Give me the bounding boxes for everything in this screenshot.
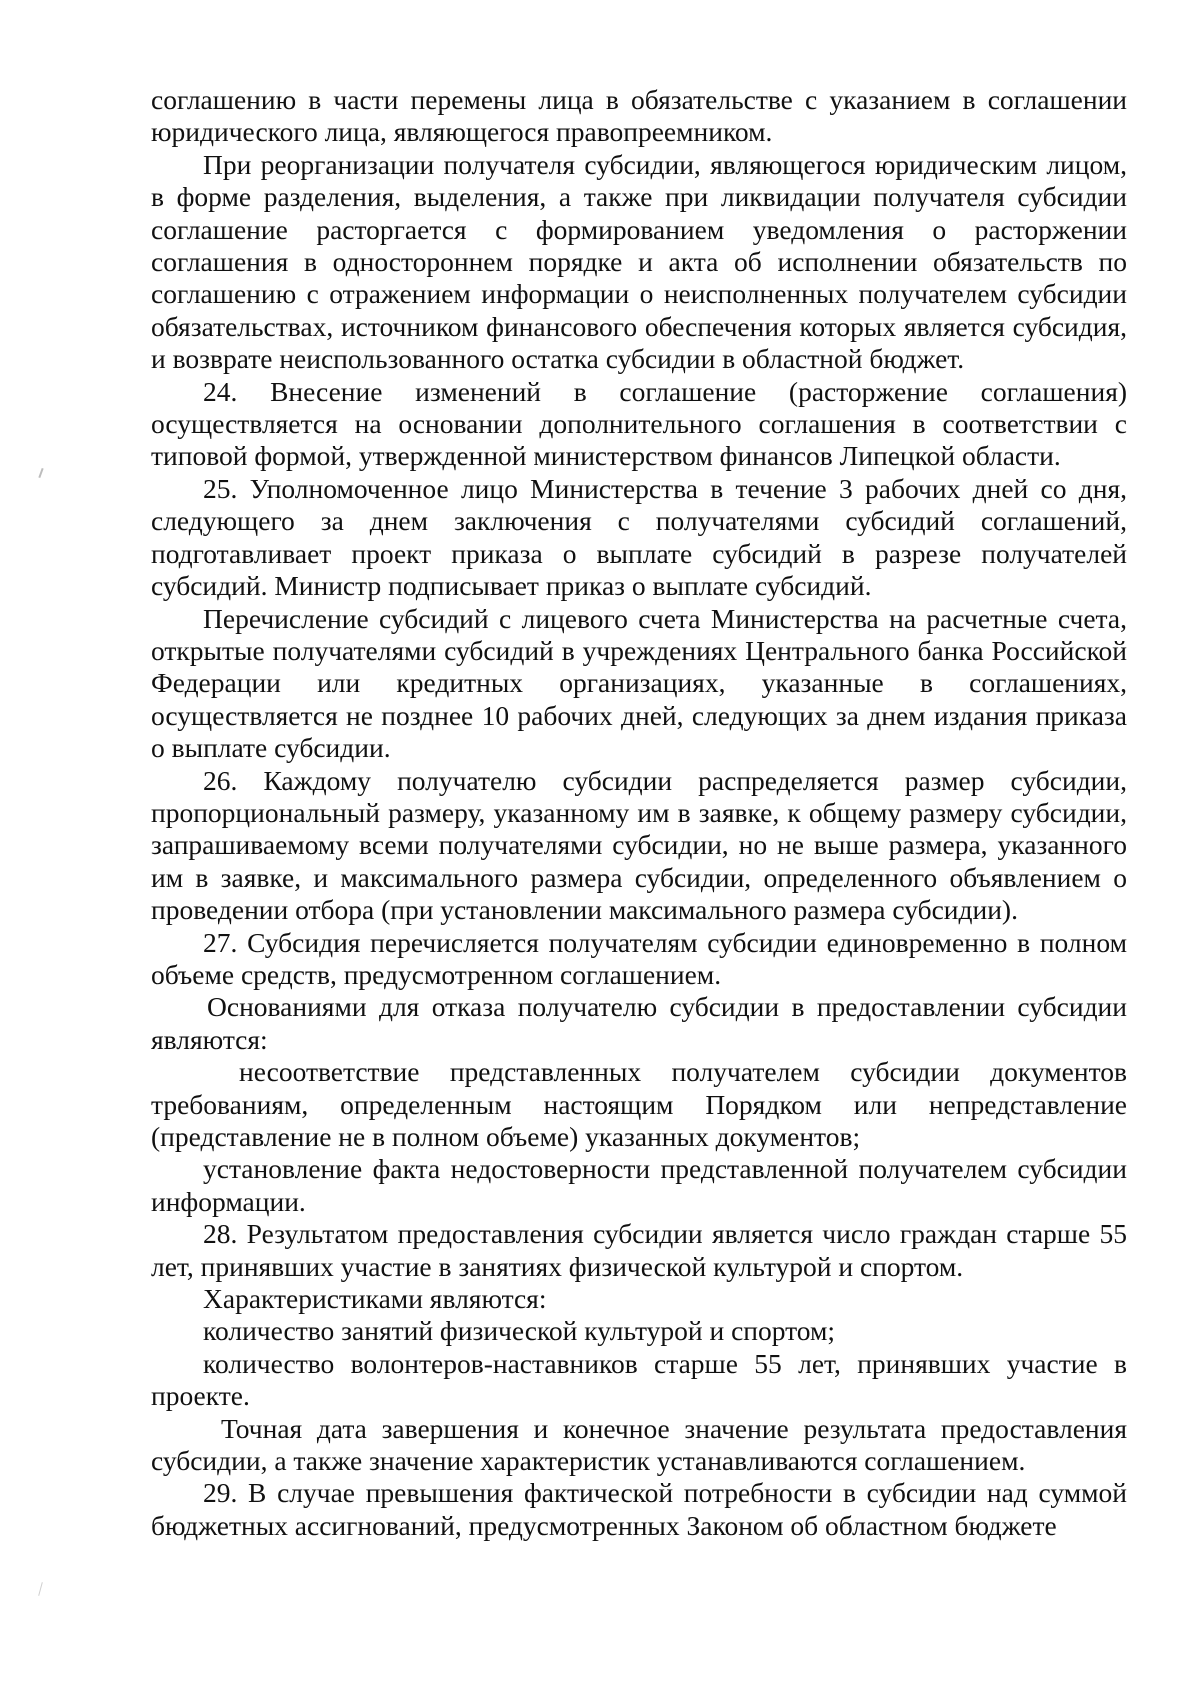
paragraph-item-29: 29. В случае превышения фактической потребности в субсидии над суммой бюджетных ассигнований, предусмотренных Законом об областном бюджете [151,1477,1127,1541]
paragraph-item-25: 25. Уполномоченное лицо Министерства в течение 3 рабочих дней со дня, следующего за днем заключения с получателями субсидий соглашений, подготавливает проект приказа о выплате субсидий в разрезе получателей субсидий. Министр подписывает приказ о выплате субсидий. [151,472,1127,602]
paragraph-item-24: 24. Внесение изменений в соглашение (расторжение соглашения) осуществляется на основании дополнительного соглашения в соответствии с типовой формой, утвержденной министерством финансов Липецкой области. [151,375,1127,472]
paragraph-characteristic-2: количество волонтеров-наставников старше 55 лет, принявших участие в проекте. [151,1347,1127,1412]
paragraph-item-26: 26. Каждому получателю субсидии распределяется размер субсидии, пропорциональный размеру, указанному им в заявке, к общему размеру субсидии, запрашиваемому всеми получателями субсидии, но не выше размера, указанного им в заявке, и максимального размера субсидии, определенного объявлением о проведении отбора (при установлении максимального размера субсидии). [151,764,1127,926]
paragraph-characteristics: Характеристиками являются: [203,1283,547,1315]
scan-margin-mark [38,1582,43,1596]
paragraph-item-27: 27. Субсидия перечисляется получателям субсидии единовременно в полном объеме средств, предусмотренном соглашением. [151,926,1127,990]
scan-margin-mark [38,468,43,478]
paragraph-refusal-reason-2: установление факта недостоверности представленной получателем субсидии информации. [151,1153,1127,1217]
paragraph-continuation: соглашению в части перемены лица в обязательстве с указанием в соглашении юридического лица, являющегося правопреемником. [151,84,1127,148]
paragraph-completion-date: Точная дата завершения и конечное значение результата предоставления субсидии, а также значение характеристик устанавливаются соглашением. [151,1412,1127,1477]
paragraph-item-28: 28. Результатом предоставления субсидии является число граждан старше 55 лет, принявших участие в занятиях физической культурой и спортом. [151,1218,1127,1282]
paragraph-characteristic-1: количество занятий физической культурой и спортом; [203,1315,836,1347]
paragraph-refusal-reason-1: несоответствие представленных получателем субсидии документов требованиям, определенным настоящим Порядком или непредставление (представление не в полном объеме) указанных документов; [151,1056,1127,1152]
paragraph-transfer: Перечисление субсидий с лицевого счета Министерства на расчетные счета, открытые получателями субсидий в учреждениях Центрального банка Российской Федерации или кредитных организациях, указанные в соглашениях, осуществляется не позднее 10 рабочих дней, следующих за днем издания приказа о выплате субсидии. [151,602,1127,764]
paragraph-refusal-grounds: Основаниями для отказа получателю субсидии в предоставлении субсидии являются: [151,991,1127,1055]
paragraph-reorganization: При реорганизации получателя субсидии, являющегося юридическим лицом, в форме разделения, выделения, а также при ликвидации получателя субсидии соглашение расторгается с формированием уведомления о расторжении соглашения в одностороннем порядке и акта об исполнении обязательств по соглашению с отражением информации о неисполненных получателем субсидии обязательствах, источником финансового обеспечения которых является субсидия, и возврате неиспользованного остатка субсидии в областной бюджет. [151,148,1127,375]
document-body [151,84,1127,1542]
